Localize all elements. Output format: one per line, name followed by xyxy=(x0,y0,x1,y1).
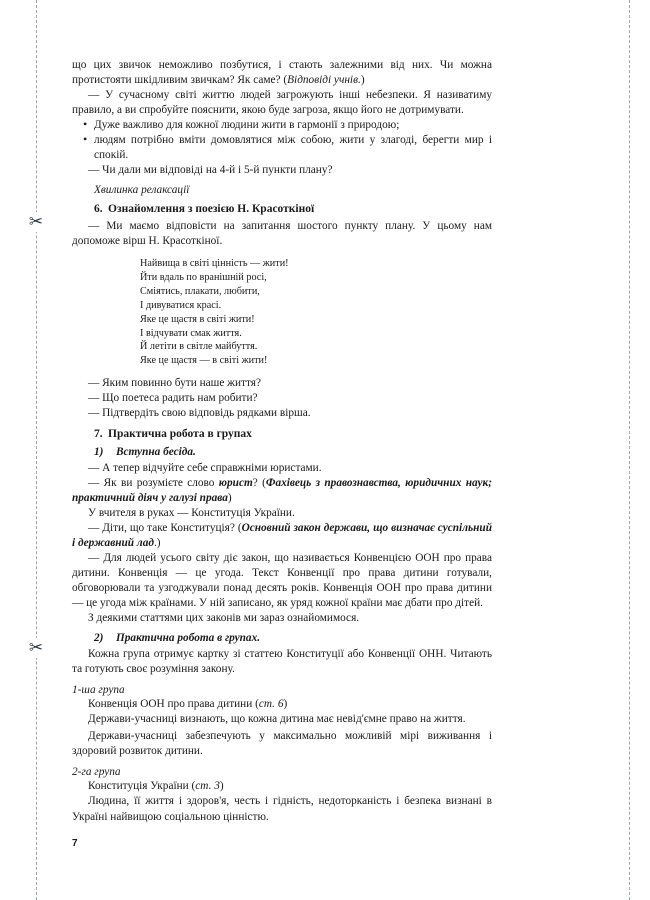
paragraph-group-instructions: Кожна група отримує картку зі статтею Конституції або Конвенції ОНН. Читають та готують своє розуміння закону. xyxy=(72,648,492,676)
paragraph-dialogue: — А тепер відчуйте себе справжніми юристами. xyxy=(88,462,322,475)
left-cut-line xyxy=(36,0,37,900)
relaxation-note: Хвилинка релаксації xyxy=(94,184,190,197)
law-paren: ) xyxy=(283,698,288,711)
poem-line: І відчувати смак життя. xyxy=(140,327,242,339)
poem-block xyxy=(140,257,492,368)
paragraph-dialogue: — У сучасному світі життю людей загрожують інші небезпеки. Я називатиму правило, а ви спробуйте пояснити, якою буде загроза, якщо його не дотримувати. xyxy=(72,89,492,117)
subsection-heading-2 xyxy=(94,632,492,644)
poem-line: Й летіти в світле майбуття. xyxy=(140,341,258,353)
paragraph-teacher: У вчителя в руках — Конституція України. xyxy=(88,507,295,520)
page-content xyxy=(72,58,492,825)
poem-line: Яке це щастя — в світі жити! xyxy=(140,355,268,367)
paragraph-text: що цих звичок неможливо позбутися, і стають залежними від них. Чи можна протистояти шкідливим звичкам? Як саме? ( xyxy=(72,59,492,87)
section-heading-7 xyxy=(94,428,492,440)
subsection-number: 1) xyxy=(94,446,104,459)
paragraph-text-end: ) xyxy=(360,74,365,87)
paragraph-question: — Чи дали ми відповіді на 4-й і 5-й пункти плану? xyxy=(88,164,333,177)
paragraph-section6-intro: — Ми маємо відповісти на запитання шостого пункту плану. У цьому нам допоможе вірш Н. Красоткіної. xyxy=(72,220,492,248)
section-number: 6. xyxy=(94,203,103,216)
paragraph-convention: — Для людей усього світу діє закон, що називається Конвенцією ООН про права дитини. Конвенція — це угода. Текст Конвенції про права дитини готували, обговорювали та узгоджували понад десять років. Конвенція ООН про права дитини — це угода між країнами. У ній записано, як уряд кожної країни має дбати про дітей. xyxy=(72,552,492,610)
poem-line: Найвища в світі цінність — жити! xyxy=(140,258,289,270)
law-article: ст. 3 xyxy=(195,780,220,793)
group-2-heading: 2-га група xyxy=(72,766,121,779)
group-1-law-text: Держави-учасниці забезпечують у максимально можливій мірі виживання і здоровий розвиток дитини. xyxy=(72,730,492,758)
definition-jurist: Фахівець з правознавства, юридичних наук; практичний діяч у галузі права xyxy=(72,477,492,505)
page-number: 7 xyxy=(72,838,78,849)
group-2-law-reference xyxy=(72,779,492,794)
paragraph-text: .) xyxy=(153,537,161,550)
term-jurist: юрист xyxy=(218,477,253,490)
list-item: • людям потрібно вміти домовлятися між собою, жити у злагоді, берегти мир і спокій. xyxy=(94,133,492,163)
paragraph-text: — Діти, що таке Конституція? ( xyxy=(88,522,242,535)
law-article: ст. 6 xyxy=(258,698,284,711)
law-paren: ) xyxy=(219,780,224,793)
law-title: Конвенція ООН про права дитини ( xyxy=(88,698,259,711)
poem-line: Сміятись, плакати, любити, xyxy=(140,285,260,297)
paragraph-text: ) xyxy=(227,492,232,505)
subsection-heading-1 xyxy=(94,446,492,458)
scissors-icon: ✂ xyxy=(26,212,46,232)
group-1-law-reference xyxy=(72,697,492,712)
group-1-heading: 1-ша група xyxy=(72,684,125,697)
paragraph-question: — Підтвердіть свою відповідь рядками вірша. xyxy=(88,407,311,420)
paragraph-definition-constitution xyxy=(72,521,492,551)
section-number: 7. xyxy=(94,428,103,441)
paragraph-text: — Як ви розумієте слово xyxy=(88,477,219,490)
right-cut-line xyxy=(629,0,630,900)
paragraph-text: ? ( xyxy=(252,477,266,490)
group-1-law-text: Держави-учасниці визнають, що кожна дитина має невід'ємне право на життя. xyxy=(88,713,466,726)
section-title: Практична робота в групах xyxy=(108,428,252,441)
subsection-title: Практична робота в групах. xyxy=(116,632,261,645)
group-2-law-text: Людина, її життя і здоров'я, честь і гідність, недоторканість і безпека визнані в Україні найвищою соціальною цінністю. xyxy=(72,795,492,823)
scissors-icon: ✂ xyxy=(26,638,46,658)
paragraph-question: — Що поетеса радить нам робити? xyxy=(88,392,258,405)
section-title: Ознайомлення з поезією Н. Красоткіної xyxy=(108,203,315,216)
bullet-list xyxy=(72,118,492,163)
subsection-title: Вступна бесіда. xyxy=(116,446,196,459)
definition-constitution: Основний закон держави, що визначає суспільний і державний лад xyxy=(72,522,492,550)
paragraph-closing: З деякими статтями цих законів ми зараз ознайомимося. xyxy=(88,612,360,625)
paragraph-question: — Яким повинно бути наше життя? xyxy=(88,377,261,390)
poem-line: І дивуватися красі. xyxy=(140,299,222,311)
section-heading-6 xyxy=(94,203,492,215)
paragraph-text-italic: Відповіді учнів. xyxy=(287,74,361,87)
subsection-number: 2) xyxy=(94,632,104,645)
law-title: Конституція України ( xyxy=(88,780,196,793)
list-item: • Дуже важливо для кожної людини жити в гармонії з природою; xyxy=(94,118,492,133)
paragraph-definition-jurist xyxy=(72,476,492,506)
poem-line: Яке це щастя в світі жити! xyxy=(140,313,255,325)
paragraph-continuation xyxy=(72,58,492,88)
poem-line: Йти вдаль по вранішній росі, xyxy=(140,272,267,284)
